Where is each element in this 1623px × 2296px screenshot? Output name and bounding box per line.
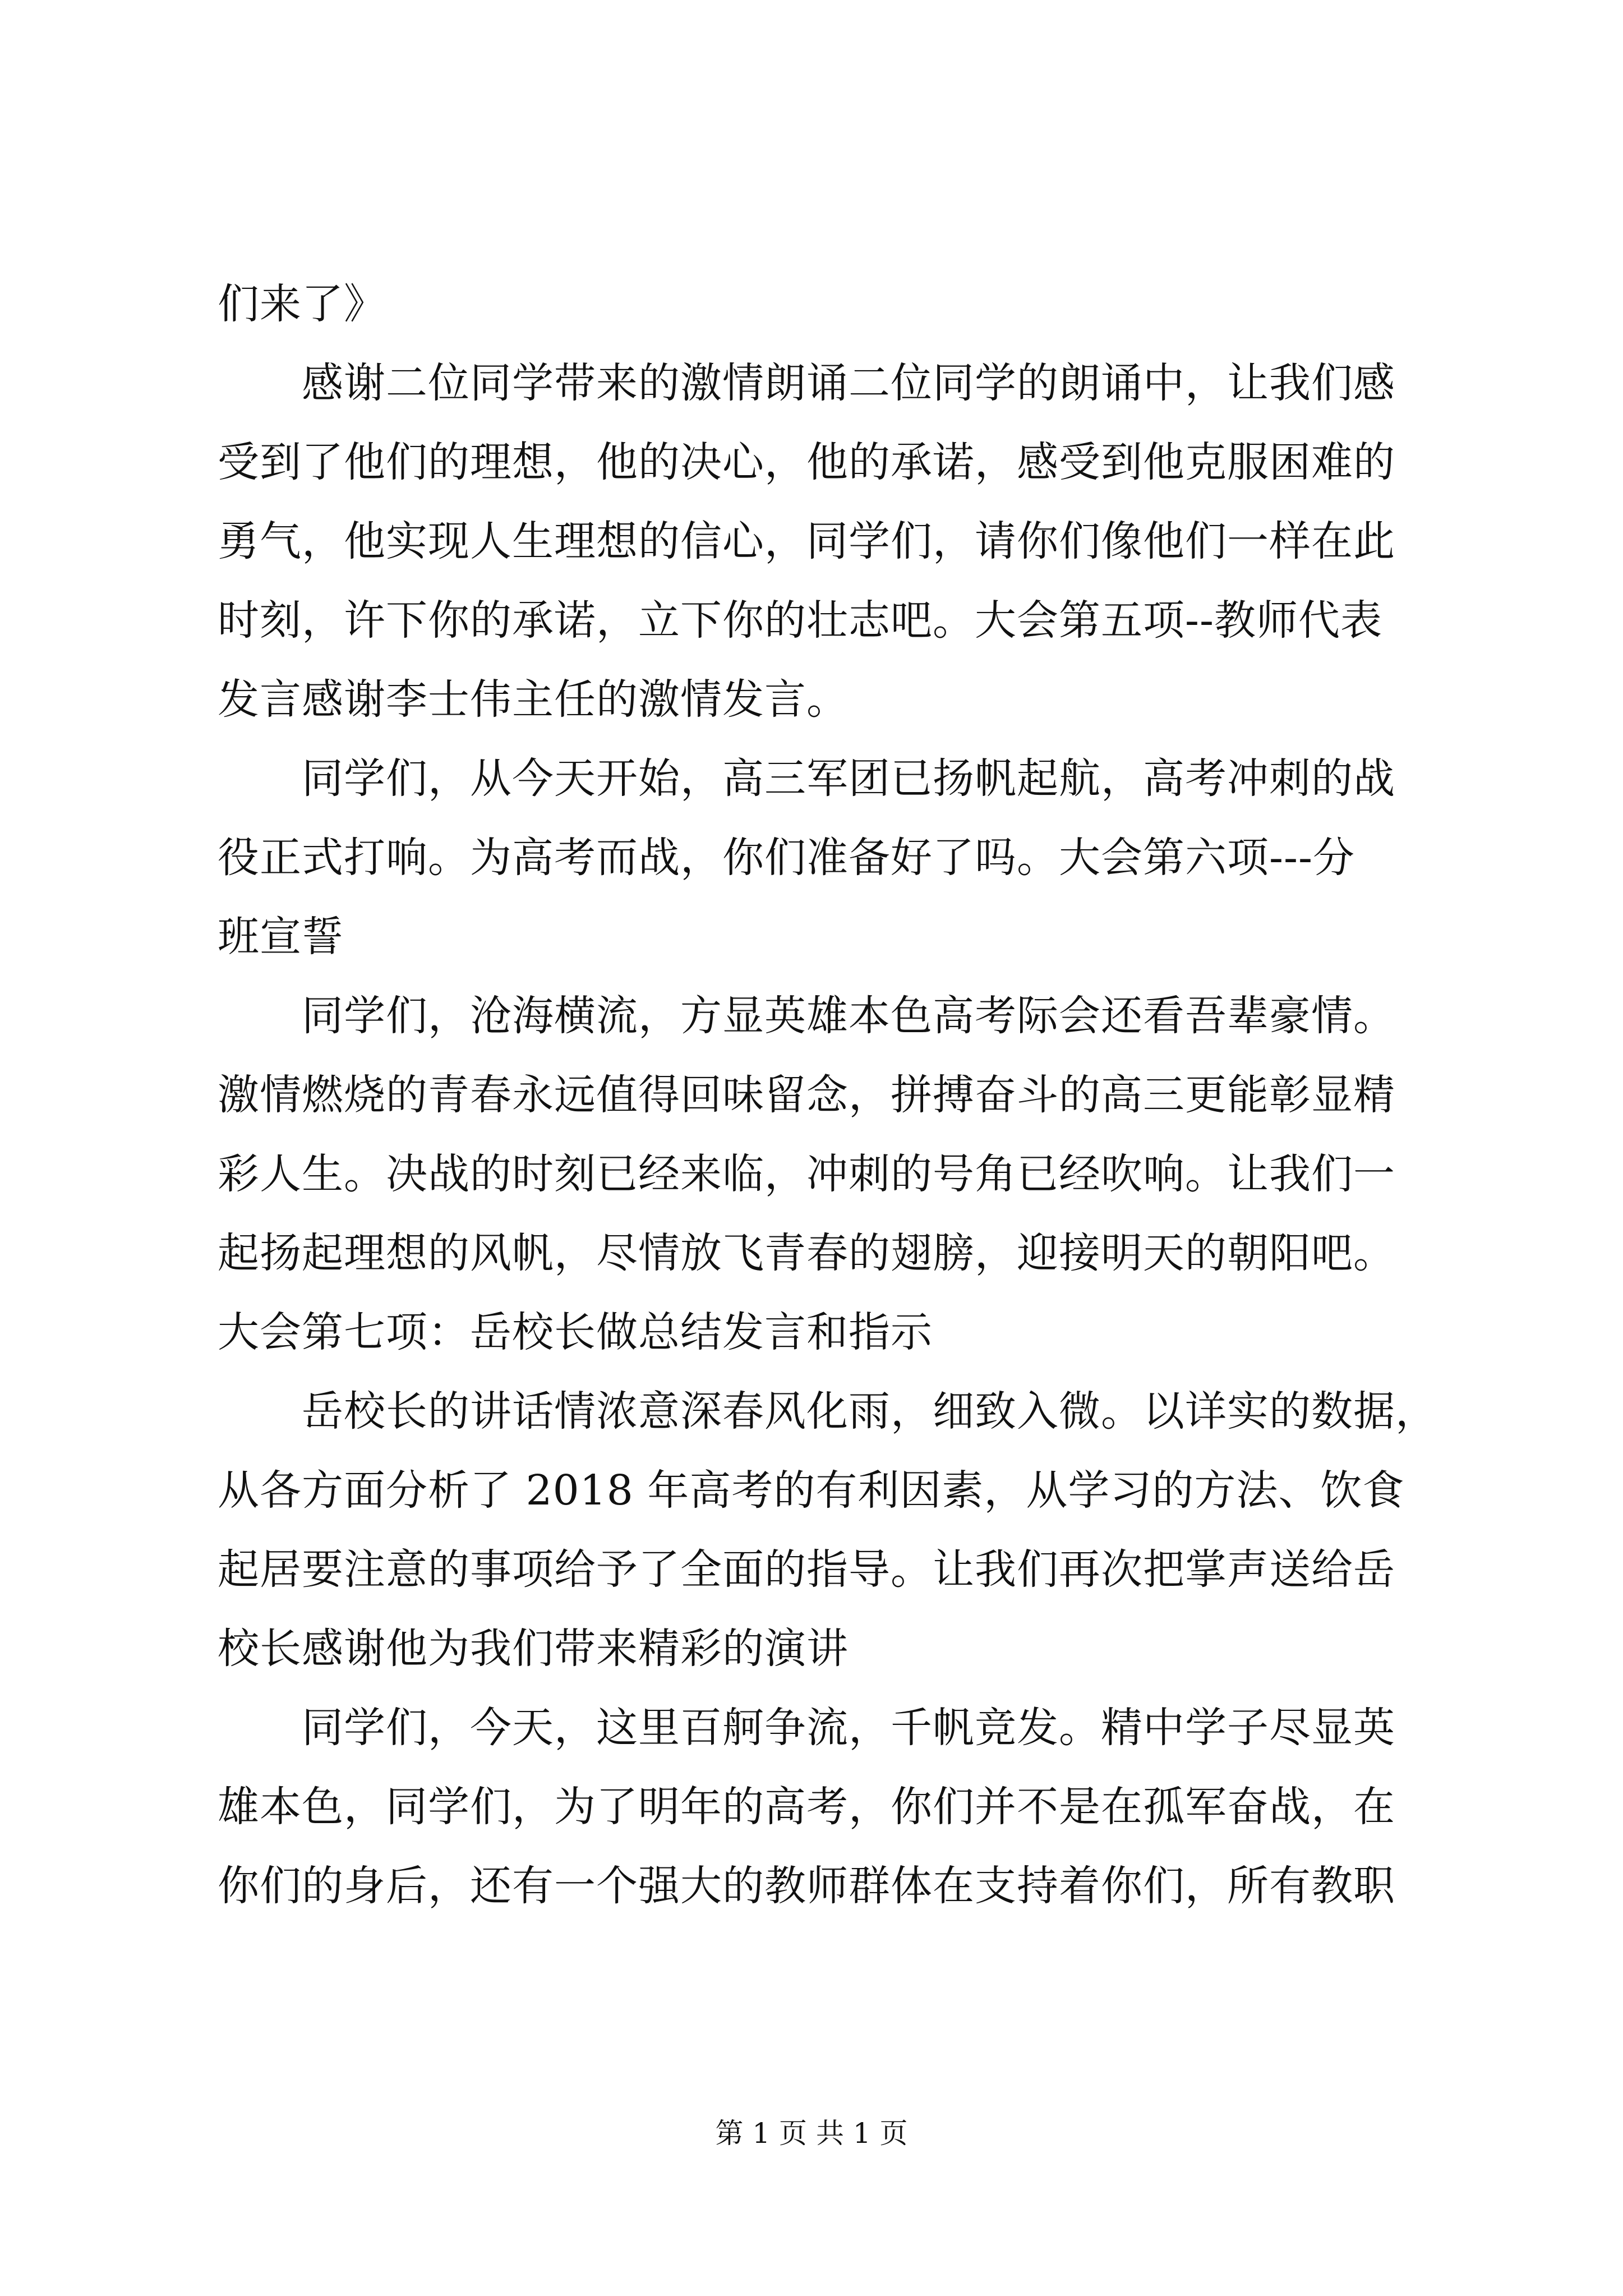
text-line: 发言感谢李士伟主任的激情发言。 — [218, 675, 849, 724]
text-line: 起扬起理想的风帆，尽情放飞青春的翅膀，迎接明天的朝阳吧。 — [218, 1229, 1395, 1277]
paragraph-start-line: 同学们，沧海横流，方显英雄本色高考际会还看吾辈豪情。 — [302, 992, 1395, 1040]
text-line: 起居要注意的事项给予了全面的指导。让我们再次把掌声送给岳 — [218, 1545, 1395, 1594]
text-line: 役正式打响。为高考而战，你们准备好了吗。大会第六项---分 — [218, 834, 1355, 882]
text-line: 时刻，许下你的承诺，立下你的壮志吧。大会第五项--教师代表 — [218, 596, 1383, 645]
text-line: 勇气，他实现人生理想的信心，同学们，请你们像他们一样在此 — [218, 517, 1395, 565]
paragraph-start-line: 感谢二位同学带来的激情朗诵二位同学的朗诵中，让我们感 — [302, 359, 1395, 407]
text-line: 彩人生。决战的时刻已经来临，冲刺的号角已经吹响。让我们一 — [218, 1150, 1395, 1198]
text-line: 大会第七项：岳校长做总结发言和指示 — [218, 1308, 933, 1356]
text-line: 雄本色，同学们，为了明年的高考，你们并不是在孤军奋战，在 — [218, 1783, 1395, 1831]
paragraph-start-line: 同学们，从今天开始，高三军团已扬帆起航，高考冲刺的战 — [302, 754, 1395, 803]
document-body — [218, 265, 1437, 1926]
paragraph-start-line: 同学们，今天，这里百舸争流，千帆竞发。精中学子尽显英 — [302, 1704, 1395, 1752]
text-line: 班宣誓 — [218, 913, 344, 961]
text-line: 激情燃烧的青春永远值得回味留念，拼搏奋斗的高三更能彰显精 — [218, 1071, 1395, 1119]
text-line: 你们的身后，还有一个强大的教师群体在支持着你们，所有教职 — [218, 1862, 1395, 1910]
text-line: 们来了》 — [218, 280, 386, 328]
page-number-footer: 第 1 页 共 1 页 — [715, 2117, 908, 2150]
text-line: 受到了他们的理想，他的决心，他的承诺，感受到他克服困难的 — [218, 438, 1395, 486]
text-line: 从各方面分析了 2018 年高考的有利因素，从学习的方法、饮食 — [218, 1466, 1405, 1515]
text-line: 校长感谢他为我们带来精彩的演讲 — [218, 1625, 849, 1673]
paragraph-start-line: 岳校长的讲话情浓意深春风化雨，细致入微。以详实的数据， — [302, 1387, 1437, 1435]
